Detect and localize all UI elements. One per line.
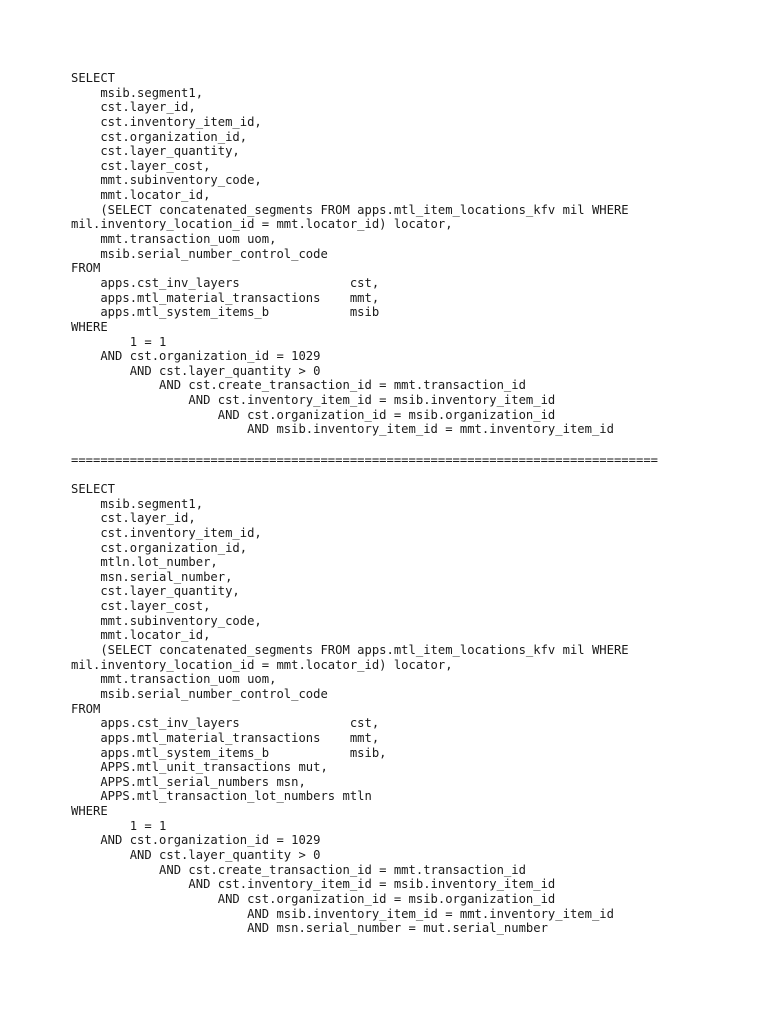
- separator-text: ================================================================================: [71, 453, 658, 467]
- code-line: FROM: [71, 701, 101, 716]
- code-line: cst.layer_id,: [71, 511, 196, 526]
- code-line: cst.layer_cost,: [71, 158, 211, 173]
- code-line: SELECT: [71, 482, 116, 496]
- code-line: cst.layer_quantity,: [71, 584, 240, 599]
- code-line: AND cst.inventory_item_id = msib.inventory_item_id: [71, 877, 556, 892]
- code-line: APPS.mtl_transaction_lot_numbers mtln: [71, 789, 372, 804]
- code-line: mil.inventory_location_id = mmt.locator_id) locator,: [71, 217, 453, 232]
- code-line: mmt.subinventory_code,: [71, 173, 262, 188]
- code-line: WHERE: [71, 319, 108, 334]
- code-line: apps.cst_inv_layers cst,: [71, 275, 380, 290]
- sql-query-1: [71, 71, 629, 437]
- code-line: AND cst.layer_quantity > 0: [71, 848, 321, 863]
- code-line: mmt.transaction_uom uom,: [71, 232, 277, 247]
- code-line: cst.organization_id,: [71, 540, 248, 555]
- code-line: APPS.mtl_unit_transactions mut,: [71, 760, 328, 775]
- code-line: cst.layer_quantity,: [71, 144, 240, 159]
- code-line: cst.layer_id,: [71, 100, 196, 115]
- code-line: cst.inventory_item_id,: [71, 525, 262, 540]
- code-line: FROM: [71, 261, 101, 276]
- code-line: AND cst.organization_id = msib.organization_id: [71, 891, 556, 906]
- sql-query-2: [71, 482, 629, 936]
- code-line: SELECT: [71, 71, 116, 85]
- code-line: AND cst.inventory_item_id = msib.inventory_item_id: [71, 393, 556, 408]
- code-line: msib.serial_number_control_code: [71, 246, 328, 261]
- code-line: cst.inventory_item_id,: [71, 114, 262, 129]
- code-line: WHERE: [71, 804, 108, 819]
- code-line: AND cst.organization_id = 1029: [71, 349, 321, 364]
- code-line: AND msib.inventory_item_id = mmt.inventory_item_id: [71, 906, 614, 921]
- code-line: AND cst.layer_quantity > 0: [71, 363, 321, 378]
- code-line: apps.mtl_system_items_b msib,: [71, 745, 387, 760]
- code-line: AND cst.create_transaction_id = mmt.transaction_id: [71, 862, 526, 877]
- code-line: 1 = 1: [71, 334, 167, 349]
- code-line: msib.segment1,: [71, 85, 204, 100]
- code-line: AND msn.serial_number = mut.serial_number: [71, 921, 548, 936]
- code-line: (SELECT concatenated_segments FROM apps.mtl_item_locations_kfv mil WHERE: [71, 643, 629, 658]
- code-line: mmt.locator_id,: [71, 188, 211, 203]
- code-line: mmt.locator_id,: [71, 628, 211, 643]
- code-line: mmt.transaction_uom uom,: [71, 672, 277, 687]
- code-line: AND msib.inventory_item_id = mmt.inventory_item_id: [71, 422, 614, 437]
- code-line: (SELECT concatenated_segments FROM apps.mtl_item_locations_kfv mil WHERE: [71, 202, 629, 217]
- code-line: msn.serial_number,: [71, 569, 233, 584]
- code-line: cst.layer_cost,: [71, 599, 211, 614]
- code-line: mil.inventory_location_id = mmt.locator_id) locator,: [71, 657, 453, 672]
- code-line: msib.segment1,: [71, 496, 204, 511]
- code-line: AND cst.organization_id = msib.organization_id: [71, 407, 556, 422]
- code-line: apps.mtl_system_items_b msib: [71, 305, 380, 320]
- separator-line: [71, 453, 658, 468]
- code-line: apps.mtl_material_transactions mmt,: [71, 290, 380, 305]
- code-line: apps.mtl_material_transactions mmt,: [71, 730, 380, 745]
- code-line: mmt.subinventory_code,: [71, 613, 262, 628]
- code-line: APPS.mtl_serial_numbers msn,: [71, 774, 306, 789]
- code-line: apps.cst_inv_layers cst,: [71, 716, 380, 731]
- code-line: cst.organization_id,: [71, 129, 248, 144]
- code-line: msib.serial_number_control_code: [71, 686, 328, 701]
- code-line: mtln.lot_number,: [71, 555, 218, 570]
- code-line: AND cst.organization_id = 1029: [71, 833, 321, 848]
- code-line: AND cst.create_transaction_id = mmt.transaction_id: [71, 378, 526, 393]
- code-line: 1 = 1: [71, 818, 167, 833]
